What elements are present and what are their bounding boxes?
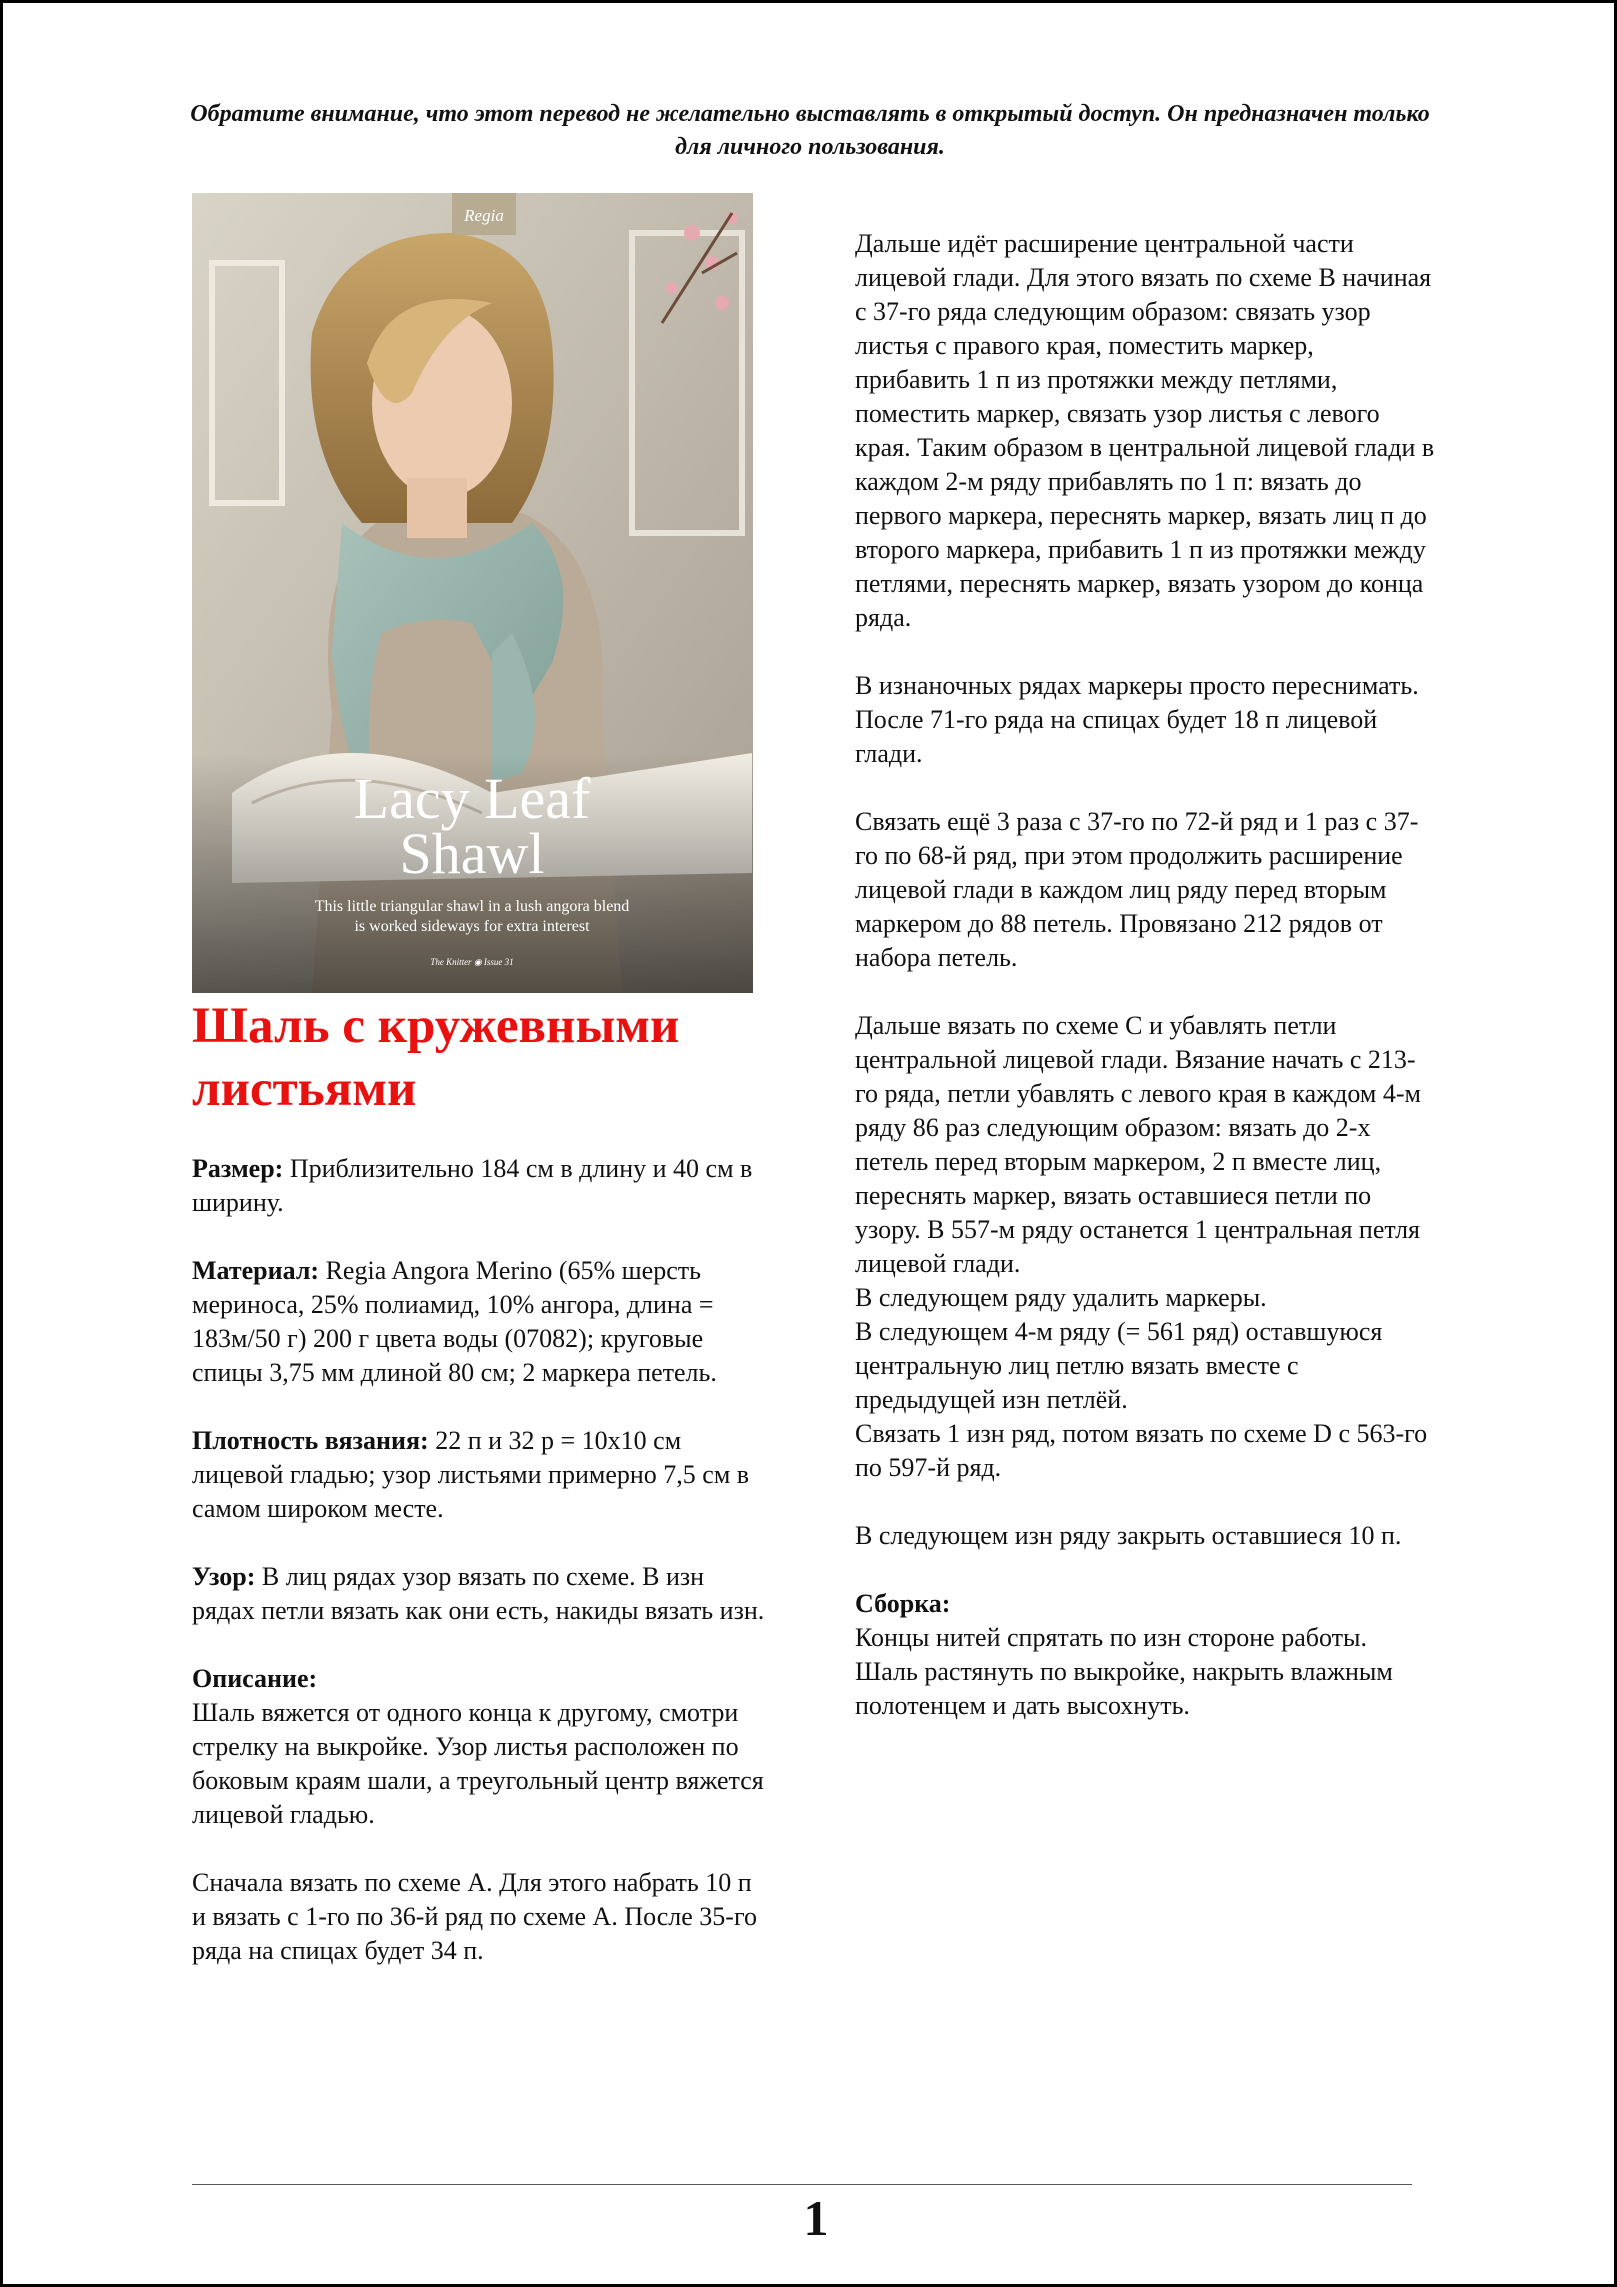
material-paragraph: [192, 1254, 772, 1390]
size-text: Приблизительно 184 см в длину и 40 см в ширину.: [192, 1154, 753, 1217]
expansion-paragraph: Дальше идёт расширение центральной части лицевой глади. Для этого вязать по схеме В начиная с 37-го ряда следующим образом: связать узор листья с правого края, поместить маркер, прибавить 1 п из протяжки между петлями, поместить маркер, связать узор листья с левого края. Таким образом в центральной лицевой глади в каждом 2-м ряду прибавлять по 1 п: вязать до первого маркера, переснять маркер, вязать лиц п до второго маркера, прибавить 1 п из протяжки между петлями, переснять маркер, вязать узором до конца ряда.: [855, 229, 1435, 632]
cover-photo: [192, 193, 753, 993]
bind-off-paragraph: В следующем изн ряду закрыть оставшиеся 10 п.: [855, 1521, 1402, 1550]
size-paragraph: [192, 1152, 772, 1220]
last-center-stitch-line: В следующем 4-м ряду (= 561 ряд) оставшуюся центральную лиц петлю вязать вместе с предыдущей изн петлёй.: [855, 1317, 1383, 1414]
pattern-label: Узор:: [192, 1562, 256, 1591]
assembly-heading: [855, 1587, 1435, 1621]
pattern-paragraph: [192, 1560, 772, 1628]
cover-brand: Regia: [464, 206, 504, 225]
left-column: [192, 1152, 772, 2002]
description-text: Шаль вяжется от одного конца к другому, смотри стрелку на выкройке. Узор листья расположен по боковым краям шали, а треугольный центр вяжется лицевой гладью.: [192, 1698, 764, 1829]
gauge-label: Плотность вязания:: [192, 1426, 429, 1455]
purl-rows-paragraph: В изнаночных рядах маркеры просто переснимать. После 71-го ряда на спицах будет 18 п лицевой глади.: [855, 671, 1419, 768]
cover-credit: The Knitter ◉ Issue 31: [430, 957, 514, 967]
description-heading: [192, 1662, 772, 1696]
gauge-paragraph: [192, 1424, 772, 1526]
cover-subtitle-line1: This little triangular shawl in a lush angora blend: [314, 898, 630, 915]
material-label: Материал:: [192, 1256, 320, 1285]
assembly-text: Концы нитей спрятать по изн стороне работы. Шаль растянуть по выкройке, накрыть влажным полотенцем и дать высохнуть.: [855, 1623, 1393, 1720]
gauge-text: 22 п и 32 р = 10х10 см лицевой гладью; узор листьями примерно 7,5 см в самом широком месте.: [192, 1426, 750, 1523]
size-label: Размер:: [192, 1154, 284, 1183]
description-label: Описание:: [192, 1664, 318, 1693]
privacy-notice: Обратите внимание, что этот перевод не желательно выставлять в открытый доступ. Он предназначен только для личного пользования.: [190, 101, 1430, 160]
right-column: [855, 227, 1435, 1757]
cover-title-line2: Shawl: [399, 821, 545, 886]
footer-divider: [192, 2184, 1412, 2185]
material-text: Regia Angora Merino (65% шерсть мериноса, 25% полиамид, 10% ангора, длина = 183м/50 г) 200 г цвета воды (07082); круговые спицы 3,75 мм длиной 80 см; 2 маркера петель.: [192, 1256, 717, 1387]
pattern-text: В лиц рядах узор вязать по схеме. В изн рядах петли вязать как они есть, накиды вязать изн.: [192, 1562, 765, 1625]
remove-markers-line: В следующем ряду удалить маркеры.: [855, 1283, 1267, 1312]
cover-subtitle-line2: is worked sideways for extra interest: [354, 918, 590, 935]
page-number: 1: [803, 2190, 829, 2246]
assembly-label: Сборка:: [855, 1589, 951, 1618]
decrease-paragraph: Дальше вязать по схеме С и убавлять петли центральной лицевой глади. Вязание начать с 213-го ряда, петли убавлять с левого края в каждом 4-м ряду 86 раз следующим образом: вязать до 2-х петель перед вторым маркером, 2 п вместе лиц, переснять маркер, вязать оставшиеся петли по узору. В 557-м ряду останется 1 центральная петля лицевой глади.: [855, 1011, 1421, 1278]
start-paragraph: Сначала вязать по схеме А. Для этого набрать 10 п и вязать с 1-го по 36-й ряд по схеме А. После 35-го ряда на спицах будет 34 п.: [192, 1868, 757, 1965]
cover-title-line1: Lacy Leaf: [353, 766, 591, 831]
chart-d-line: Связать 1 изн ряд, потом вязать по схеме D с 563-го по 597-й ряд.: [855, 1419, 1428, 1482]
document-title: Шаль с кружевными листьями: [192, 998, 680, 1117]
repeat-paragraph: Связать ещё 3 раза с 37-го по 72-й ряд и 1 раз с 37-го по 68-й ряд, при этом продолжить расширение лицевой глади в каждом лиц ряду перед вторым маркером до 88 петель. Провязано 212 рядов от набора петель.: [855, 807, 1419, 972]
